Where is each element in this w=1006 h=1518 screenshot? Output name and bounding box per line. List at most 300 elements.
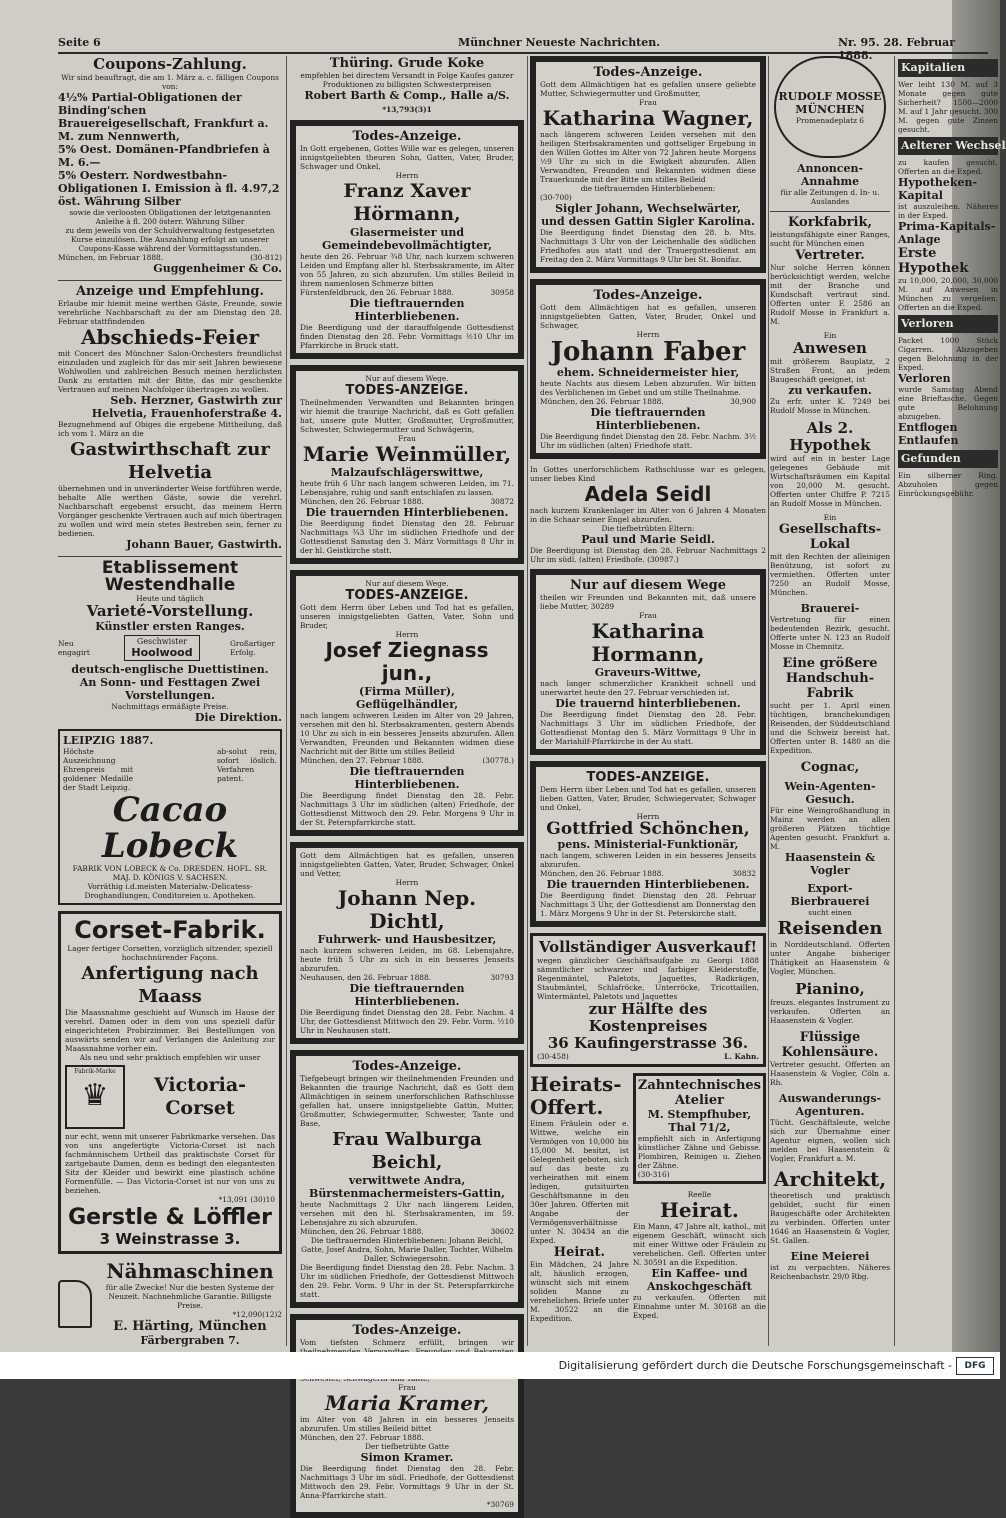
ad-title: Ein Kaffee- und Anskochgeschäft xyxy=(646,1267,752,1293)
notice-title: Todes-Anzeige. xyxy=(593,288,703,303)
ad-reisenden xyxy=(770,882,890,976)
ad-text: deutsch-englische Duettistinen. xyxy=(71,663,269,676)
page-header xyxy=(58,36,988,62)
column-rule xyxy=(894,56,895,1346)
ad-headline: zu verkaufen. xyxy=(788,384,872,397)
brand-name: Victoria-Corset xyxy=(153,1074,247,1119)
notice-title: Todes-Anzeige. xyxy=(593,65,703,80)
notice-text: Dem Herrn über Leben und Tod hat es gefallen, unseren lieben Gatten, Vater, Bruder, Schwiegervater, Schwager und Onkel, xyxy=(540,785,756,812)
notice-ref: 30289 xyxy=(590,602,615,611)
notice-salutation: Frau xyxy=(398,434,416,443)
ad-text: Höchste Auszeichnung Ehrenpreis mit goldener Medaille der Stadt Leipzig. xyxy=(63,747,133,792)
ad-meierei xyxy=(770,1250,890,1281)
ad-title: Varieté-Vorstellung. xyxy=(86,602,254,620)
ad-text: Wer leiht 130 M. auf 3 Monate gegen gute Sicherheit? 1500—2000 M. auf 1 Jahr gesucht. 300 M. gegen gute Zinsen gesucht. xyxy=(898,80,998,134)
ad-text: zu dem jeweils von der Schuldverwaltung festgesetzten Kurse einzulösen. Die Auszahlung erfolgt an unserer Coupons-Kasse während der Vormittagsstunden. xyxy=(65,226,275,253)
notice-text: nach langem schweren Leiden im Alter von 29 Jahren, versehen mit den hl. Sterbsakramenten, gestern Abends 10 Uhr zu sich in ein besseres Jenseits abzurufen. Allen Verwandten, Freunden und Bekannten widmen diese Nachricht mit der Bitte um stilles Beileid xyxy=(300,711,514,756)
ad-firm: L. Kahn. xyxy=(724,1052,759,1061)
death-notice-weinmueller xyxy=(290,365,524,564)
ad-headline: Gastwirthschaft zur Helvetia xyxy=(70,439,270,483)
notice-ref: 30793 xyxy=(490,973,514,982)
deceased-firm: (Firma Müller), xyxy=(359,685,455,698)
death-notice-schoenchen xyxy=(530,761,766,927)
mark-label: Fabrik-Marke xyxy=(74,1068,116,1075)
ad-headline: Architekt, xyxy=(773,1167,887,1191)
deceased-occupation: verwittwete Andra, xyxy=(348,1174,466,1187)
ad-abschied xyxy=(58,284,282,551)
sewing-machine-icon xyxy=(58,1280,92,1328)
ad-kohlensaeure xyxy=(770,1030,890,1087)
ad-heirats-offert xyxy=(530,1073,629,1323)
ad-text: Tücht. Geschäftsleute, welche sich zur Übernahme einer Agentur eignen, wollen sich melden bei Haasenstein & Vogler, Frankfurt a. M. xyxy=(770,1118,890,1163)
ad-headline: Abschieds-Feier xyxy=(80,325,260,349)
notice-burial: Die Beerdigung findet Dienstag den 28. Febr. Nachm. 3½ Uhr im südlichen (alten) Friedhofe statt. xyxy=(540,432,756,450)
ad-anwesen xyxy=(770,331,890,415)
notice-salutation: Herrn xyxy=(395,878,419,887)
notice-text: nach kurzem Krankenlager im Alter von 6 Jahren 4 Monaten in die Schaar seiner Engel abzurufen. xyxy=(530,506,766,524)
notice-text: nach langem, schweren Leiden in ein besseres Jenseits abzurufen. xyxy=(540,851,756,869)
ad-brauerei xyxy=(770,602,890,651)
ad-row-heirat xyxy=(530,1073,766,1323)
footer-credit: Digitalisierung gefördert durch die Deutsche Forschungsgemeinschaft - xyxy=(558,1359,952,1372)
ad-text: Vorräthig i.d.meisten Materialw.-Delicatess-Droghandlungen, Conditoreien u. Apotheken. xyxy=(84,882,256,900)
ad-text: Packet 1000 Stück Cigarren. Abzugeben gegen Belohnung in der Exped. xyxy=(898,336,998,372)
notice-text: im Alter von 48 Jahren in ein besseres Jenseits abzurufen. Um stilles Beileid bittet xyxy=(300,1415,514,1433)
ad-signature: Johann Bauer, Gastwirth. xyxy=(126,538,282,551)
column-rule xyxy=(527,56,528,1346)
notice-signature: und dessen Gattin Sigler Karolina. xyxy=(541,215,755,228)
column-3 xyxy=(530,56,766,1346)
ad-headline: Heirat. xyxy=(659,1198,739,1222)
ad-firm: Gerstle & Löffler xyxy=(68,1205,272,1230)
ad-text: für alle Zeitungen d. In- u. Auslandes xyxy=(780,188,880,206)
notice-mourners: Die tieftrauernden Hinterbliebenen. xyxy=(349,297,465,323)
death-notice-ziegnass xyxy=(290,570,524,836)
ad-rudolf-mosse xyxy=(770,56,890,206)
deceased-name: Franz Xaver Hörmann, xyxy=(343,180,471,225)
notice-text: Gott dem Allmächtigen hat es gefallen, unseren innigstgeliebten Gatten, Vater, Bruder, Schwager, Onkel und Vetter, xyxy=(300,851,514,878)
ad-text: Ein Mädchen, 24 Jahre alt, häuslich erzogen, wünscht sich mit einem soliden Manne zu verehelichen. Briefe unter M. 30522 an die Expedition. xyxy=(530,1260,629,1323)
ad-headline: Entlaufen xyxy=(898,434,959,447)
ad-text: Erlaube mir hiemit meine werthen Gäste, Freunde, sowie verehrliche Nachbarschaft zu der am Dienstag den 28. Februar stattfindenden xyxy=(58,299,282,326)
newspaper-title: Münchner Neueste Nachrichten. xyxy=(458,36,661,49)
ad-coupons xyxy=(58,56,282,275)
ad-headline: Cognac, xyxy=(800,760,860,775)
ad-headline: Corset-Fabrik. xyxy=(74,916,266,944)
ad-text: Vertretung für einen bedeutenden Bezirk, gesucht. Offerte unter N. 123 an Rudolf Mosse in Chemnitz. xyxy=(770,615,890,651)
ad-text: Wir sind beauftragt, die am 1. März a. c. fälligen Coupons von: xyxy=(61,73,279,91)
ad-headline: Gesellschafts-Lokal xyxy=(778,522,882,552)
deceased-name: Frau Walburga Beichl, xyxy=(332,1129,482,1173)
section-header-wechsel: Aelterer Wechsel xyxy=(898,137,998,155)
ad-text: An Sonn- und Festtagen Zwei Vorstellungen. xyxy=(79,676,261,702)
notice-place-date: München, den 27. Februar 1888. xyxy=(300,1433,424,1442)
ad-address: Thal 71/2, xyxy=(668,1121,731,1134)
ad-pianino xyxy=(770,981,890,1025)
notice-text: Gott dem Allmächtigen hat es gefallen, unseren innigstgeliebten Gatten, Vater, Bruder, Onkel und Schwager, xyxy=(540,303,756,330)
notice-mourners: Die trauernden Hinterbliebenen. xyxy=(546,878,750,891)
ad-text: Ein Mann, 47 Jahre alt, kathol., mit eigenem Geschäft, wünscht sich mit einer Wittwe oder Fräulein zu verehelichen. Gefl. Offerten unter N. 30591 an die Expedition. xyxy=(632,1222,766,1267)
column-2 xyxy=(290,56,524,1509)
notice-title: TODES-ANZEIGE. xyxy=(345,588,469,603)
ad-text: Großartiger Erfolg. xyxy=(230,639,275,657)
notice-text: Tiefgebeugt bringen wir theilnehmenden Freunden und Bekannten die traurige Nachricht, daß es Gott dem Allmächtigen in seinem unerforschlichen Rathschlusse gefallen hat, unsere innigstgeliebte Gattin, Mutter, Großmutter, Schwiegermutter, Schwester, Tante und Base, xyxy=(300,1074,514,1128)
notice-mourners: die tieftrauernden Hinterbliebenen: xyxy=(580,184,716,193)
divider xyxy=(58,280,282,281)
act-label: Geschwister xyxy=(136,637,188,646)
deceased-occupation: Fuhrwerk- und Hausbesitzer, xyxy=(317,933,497,946)
notice-ref: 30602 xyxy=(490,1227,514,1236)
ad-zahn xyxy=(633,1073,766,1323)
ad-text: leistungsfähigste einer Ranges, sucht für München einen xyxy=(770,230,890,248)
notice-mourners: Der tiefbetrübte Gatte xyxy=(364,1442,450,1451)
ad-text: Für eine Weingroßhandlung in Mainz werden an allen größeren Plätzen tüchtige Agenten gesucht. Frankfurt a. M. xyxy=(770,806,890,851)
ad-firm: Robert Barth & Comp., Halle a/S. xyxy=(304,89,510,102)
ad-headline: Annoncen-Annahme xyxy=(796,162,864,188)
ad-text: ab-solut rein, sofort löslich. Verfahren patent. xyxy=(217,747,277,783)
ad-text: Nur solche Herren können berücksichtigt werden, welche mit der Branche und Kundschaft vertraut sind. Offerten unter F. 2586 an Rudolf Mosse in Frankfurt a. M. xyxy=(770,263,890,326)
ad-text: mit den Rechten der alleinigen Benützung, ist sofort zu vermiethen. Offerten unter 7250 an Rudolf Mosse, München. xyxy=(770,552,890,597)
ad-headline: Vollständiger Ausverkauf! xyxy=(538,938,758,956)
ad-text: Heute und täglich xyxy=(136,594,204,603)
ad-headline: Flüssige Kohlensäure. xyxy=(781,1030,879,1060)
notice-mourners: Die tieftrauernden Hinterbliebenen. xyxy=(349,765,465,791)
notice-place-date: München, den 26. Februar 1888. xyxy=(300,1227,424,1236)
issue-date: Nr. 95. 28. Februar 1888. xyxy=(838,36,956,62)
ad-date: München, im Februar 1888. xyxy=(58,253,164,262)
deceased-name: Maria Kramer, xyxy=(325,1391,489,1415)
notice-burial: Die Beerdigung ist Dienstag den 28. Februar Nachmittags 2 Uhr im südl. (alten) Friedhofe. xyxy=(530,546,766,564)
ad-headline: Eine Meierei xyxy=(790,1250,870,1263)
page-number: Seite 6 xyxy=(58,36,101,49)
notice-pretitle: Nur auf diesem Wege. xyxy=(365,579,449,588)
ad-line: 5% Oesterr. Nordwestbahn-Obligationen I. Emission à fl. 4.97,2 öst. Währung Silber xyxy=(58,169,280,208)
ad-text: übernehmen und in unveränderter Weise fortführen werde, behalte Alle werthen Gäste, sowie die verehrl. Nachbarschaft ergebenst ersucht, das meinem Herrn Vorgänger geschenkte Vertrauen auch auf mich übertragen zu wollen und wird mein stetes Bestreben sein, ferner zu bedienen. xyxy=(58,484,282,538)
ad-text: in Norddeutschland. Offerten unter Angabe bisheriger Thätigkeit an Haasenstein & Vogler, München. xyxy=(770,940,890,976)
ad-zahntechnik xyxy=(633,1073,766,1184)
deceased-name: Johann Nep. Dichtl, xyxy=(337,886,477,933)
deceased-occupation: ehem. Schneidermeister hier, xyxy=(556,366,740,379)
notice-ref: (30778.) xyxy=(482,756,514,765)
deceased-occupation: pens. Ministerial-Funktionär, xyxy=(557,838,739,851)
ad-line: 5% Oest. Domänen-Pfandbriefen à M. 6.— xyxy=(58,143,270,169)
ad-headline: Vertreter. xyxy=(795,248,865,263)
death-notice-hoermann xyxy=(290,120,524,359)
notice-title: Nur auf diesem Wege xyxy=(569,578,727,593)
ad-cacao-lobeck xyxy=(58,729,282,905)
ad-headline: zur Hälfte des Kostenpreises xyxy=(588,1000,708,1035)
ad-korkfabrik xyxy=(770,215,890,326)
ad-headline: Etablissement Westendhalle xyxy=(101,558,239,595)
divider xyxy=(770,211,890,212)
ad-text: Vertreter gesucht. Offerten an Haasenstein & Vogler, Cöln a. Rh. xyxy=(770,1060,890,1087)
notice-signature: Simon Kramer. xyxy=(360,1451,454,1464)
notice-text: nach längerem schweren Leiden versehen mit den heiligen Sterbsakramenten und gottseliger Ergebung in den Willen Gottes im Alter von 72 Jahren heute Morgens ½9 Uhr zu sich in die Ewigkeit abzurufen. Allen Verwandten, Freunden und Bekannten widmen diese Trauerkunde mit der Bitte um stilles Beileid xyxy=(540,130,756,184)
ad-headline: Als 2. Hypothek xyxy=(789,419,871,454)
notice-salutation: Frau xyxy=(639,98,657,107)
ad-headline: Korkfabrik, xyxy=(788,215,872,230)
notice-salutation: Herrn xyxy=(395,171,419,180)
firm-city: MÜNCHEN xyxy=(795,102,865,116)
ad-text: FABRIK VON LOBECK & Co. DRESDEN. HOFL. SR. MAJ. D. KÖNIGS V. SACHSEN. xyxy=(72,864,268,882)
ad-address: 36 Kaufingerstrasse 36. xyxy=(547,1034,749,1052)
notice-place-date: München, den 26. Februar 1888. xyxy=(300,497,424,506)
notice-salutation: Herrn xyxy=(636,812,660,821)
notice-burial: Die Beerdigung und der darauffolgende Gottesdienst finden Dienstag den 28. Febr. Vormittags ½10 Uhr im Pfarrkirche in Bruck statt. xyxy=(300,323,514,350)
ad-headline: Erste Hypothek xyxy=(898,246,969,276)
death-notice-seidl xyxy=(530,465,766,564)
deceased-occupation: Geflügelhändler, xyxy=(355,698,459,711)
notice-salutation: Frau xyxy=(398,1383,416,1392)
notice-text: heute Nachts aus diesem Leben abzurufen. Wir bitten des Verblichenen im Gebet und um stille Theilnahme. xyxy=(540,379,756,397)
notice-ref: *30769 xyxy=(486,1500,514,1509)
ad-text: Künstler ersten Ranges. xyxy=(95,620,245,633)
deceased-name: Johann Faber xyxy=(550,337,746,367)
ad-headline: Heirat. xyxy=(553,1245,606,1260)
ad-text: Ein xyxy=(823,331,837,340)
notice-salutation: Herrn xyxy=(636,330,660,339)
notice-pretitle: Nur auf diesem Wege. xyxy=(365,374,449,383)
ad-title: LEIPZIG 1887. xyxy=(63,734,154,747)
notice-mourners: Die trauernden Hinterbliebenen. xyxy=(305,506,509,519)
ad-text: Lager fertiger Corsetten, vorzüglich sitzender, speziell hochschnürender Façons. xyxy=(67,944,273,962)
ad-text: mit Concert des Münchner Salon-Orchesters freundlichst einzuladen und zugleich für das mir seit Jahren bewiesene Wohlwollen und zahlreichen Besuch meinen herzlichsten Dank zu erstatten mit der Bitte, das mir geschenkte Vertrauen auf meinen Nachfolger übertragen zu wollen. xyxy=(58,349,282,394)
ad-text: wegen gänzlicher Geschäftsaufgabe zu Georgi 1888 sämmtlicher schwarzer und farbiger Kleiderstoffe, Regenmäntel, Paletots, Jaquettes, Radkrägen, Staubmäntel, Schlafröcke, Unterröcke, Tricottaillen, Wintermäntel, Paletots und Jaquettes xyxy=(537,956,759,1001)
ad-wein-agenten xyxy=(770,780,890,877)
notice-signature: Paul und Marie Seidl. xyxy=(581,533,715,546)
death-notice-faber xyxy=(530,279,766,459)
notice-mourners: Die tiefbetrübten Eltern: xyxy=(601,524,695,533)
section-header-gefunden: Gefunden xyxy=(898,450,998,468)
notice-salutation: Herrn xyxy=(395,630,419,639)
ad-headline: Auswanderungs-Agenturen. xyxy=(778,1092,882,1118)
notice-burial: Die Beerdigung findet Dienstag den 28. Februar Nachmittags 3 Uhr, der Gottesdienst am Donnerstag den 1. März Morgens 9 Uhr in der St. Peterskirche statt. xyxy=(540,891,756,918)
deceased-occupation: Malzaufschlägerswittwe, xyxy=(330,466,484,479)
ad-koke xyxy=(290,56,524,115)
notice-burial: Die Beerdigung findet Dienstag den 28. b. Mts. Nachmittags 3 Uhr von der Leichenhalle des südlichen Friedhofes aus statt und der Trauergottesdienst am Freitag den 2. März Vormittags 9 Uhr bei St. Bonifaz. xyxy=(540,228,756,264)
deceased-occupation: Bürstenmachermeisters-Gattin, xyxy=(309,1187,505,1200)
notice-burial: Die Beerdigung findet Dienstag den 28. Febr. Nachmittags 3 Uhr im südlichen Friedhofe, der Gottesdienst Montag den 5. März Vormittags 9 Uhr in der Mariahilf-Pfarrkirche in der Au statt. xyxy=(540,710,756,746)
notice-ref: 30958 xyxy=(490,288,514,297)
ad-ref: *12,090(12)2 xyxy=(232,1310,282,1319)
ad-signature: Guggenheimer & Co. xyxy=(153,262,282,275)
ad-gesellschafts-lokal xyxy=(770,513,890,597)
ad-cognac xyxy=(770,760,890,775)
dfg-logo: DFG xyxy=(956,1357,994,1375)
deceased-name: Katharina Wagner, xyxy=(542,106,754,130)
ad-headline: Verloren xyxy=(898,372,951,385)
ad-hypothek xyxy=(770,420,890,508)
death-notice-wagner xyxy=(530,56,766,273)
notice-title: TODES-ANZEIGE. xyxy=(345,383,469,398)
notice-ref: 30872 xyxy=(490,497,514,506)
ad-firm: E. Härting, München xyxy=(113,1319,267,1334)
notice-text: heute Nachmittags 2 Uhr nach längerem Leiden, versehen mit den hl. Sterbsakramenten, im 59. Lebensjahre zu sich abzurufen. xyxy=(300,1200,514,1227)
death-notice-kramer xyxy=(290,1314,524,1518)
ad-text: Einem Fräulein oder e. Wittwe, welche ein Vermögen von 10,000 bis 15,000 M. besitzt, ist Gelegenheit geboten, sich auf das beste zu verheirathen mit einem ledigen, gutsituirten Geschäftsmanne in den 30er Jahren. Offerten mit Angabe der Vermögensverhältnisse unter N. 30434 an die Exped. xyxy=(530,1119,629,1245)
ad-headline: Zahntechnisches Atelier xyxy=(637,1078,761,1108)
ad-text: Neu engagirt xyxy=(58,639,90,657)
ad-text: zu 10,000, 20,000, 30,000 M. auf Anwesen in München zu vergeben. Offerten an die Exped. xyxy=(898,276,998,312)
ad-text: empfehlen bei directem Versandt in Folge Kaufes ganzer Produktionen zu billigsten Schwesterpreisen xyxy=(300,71,514,89)
column-4 xyxy=(770,56,890,1346)
notice-burial: Die Beerdigung findet Dienstag den 28. Febr. Nachmittags 3 Uhr im südlichen (alten) Friedhofe, der Gottesdienst Mittwoch den 29. Febr. Morgens 9 Uhr in der St. Peterspfarrkirche statt. xyxy=(300,791,514,827)
ad-auswanderung xyxy=(770,1092,890,1163)
ad-text: Ein xyxy=(823,513,837,522)
notice-mourners: Die tieftrauernden Hinterbliebenen. xyxy=(590,406,706,432)
notice-text: nach langer schmerzlicher Krankheit schnell und unerwartet heute den 27. Februar verschieden ist. xyxy=(540,679,756,697)
notice-text: Theilnehmenden Verwandten und Bekannten bringen wir hiemit die traurige Nachricht, daß es Gott gefallen hat, unsere gute Mutter, Großmutter, Urgroßmutter, Schwester, Schwiegermutter und Schwägerin, xyxy=(300,398,514,434)
notice-text: Gott dem Herrn über Leben und Tod hat es gefallen, unseren innigstgeliebten Gatten, Vater, Sohn und Bruder, xyxy=(300,603,514,630)
section-header-kapitalien: Kapitalien xyxy=(898,59,998,77)
column-1 xyxy=(58,56,282,1346)
notice-burial: Die Beerdigung findet Dienstag den 28. Febr. Nachm. 4 Uhr, der Gottesdienst Mittwoch den 29. Febr. Vorm. ½10 Uhr in Neuhausen statt. xyxy=(300,1008,514,1035)
ad-text: Reelle xyxy=(687,1190,712,1199)
ad-text: Ein silberner Ring. Abzuholen gegen Einrückungsgebühr. xyxy=(898,471,998,498)
act-box xyxy=(124,635,199,661)
ad-ref: Zu erfr. unter K. 7249 bei Rudolf Mosse in München. xyxy=(770,397,890,415)
ad-headline: Anfertigung nach Maass xyxy=(81,963,259,1007)
ad-text: wird auf ein in bester Lage gelegenes Gebäude mit Wirtschaftsräumen ein Kapital von 20,000 M. gesucht. Offerten unter Chiffre P. 7215 an Rudolf Mosse in München. xyxy=(770,454,890,508)
ad-ref: (30-316) xyxy=(637,1170,670,1179)
notice-place-date: Neuhausen, den 26. Februar 1888. xyxy=(300,973,432,982)
firm-name: RUDOLF MOSSE xyxy=(778,89,882,103)
ad-line: 4½% Partial-Obligationen der Binding'schen Brauereigesellschaft, Frankfurt a. M. zum Nennwerth, xyxy=(58,91,269,143)
notice-burial: Die Beerdigung findet Dienstag den 28. Februar Nachmittags ¾3 Uhr im südlichen Friedhofe und der Gottesdienst Samstag den 3. März Vormittags 8 Uhr in der hl. Geistkirche statt. xyxy=(300,519,514,555)
ad-text: mit größerem Bauplatz, 2 Straßen Front, an jedem Baugeschäft geeignet, ist xyxy=(770,357,890,384)
notice-text: Gott dem Allmächtigen hat es gefallen unsere geliebte Mutter, Schwiegermutter und Großmutter, xyxy=(540,80,756,98)
ad-ref: (30-458) xyxy=(537,1052,569,1061)
ad-headline: Pianino, xyxy=(795,980,865,998)
notice-text: In Gottes unerforschlichem Rathschlusse war es gelegen, unser liebes Kind xyxy=(530,465,766,483)
column-rule xyxy=(768,56,769,1346)
ad-westendhalle xyxy=(58,560,282,724)
ad-text: wurde Samstag Abend eine Brieftasche. Gegen gute Belohnung abzugeben. xyxy=(898,385,998,421)
notice-place-date: München, den 26. Februar 1888. xyxy=(540,869,664,878)
ad-title: Export-Bierbrauerei xyxy=(790,882,870,908)
ad-line: sowie die verloosten Obligationen der letztgenannten Anleihe à fl. 200 österr. Währung Silber xyxy=(69,208,271,226)
column-5 xyxy=(898,56,1006,1346)
ad-corset xyxy=(58,911,282,1254)
notice-text: heute früh 6 Uhr nach langem schweren Leiden, im 71. Lebensjahre, ruhig und sanft entschlafen zu lassen. xyxy=(300,479,514,497)
notice-signature: Sigler Johann, Wechselwärter, xyxy=(555,202,741,215)
deceased-name: Marie Weinmüller, xyxy=(302,442,512,466)
notice-salutation: Frau xyxy=(639,611,657,620)
ad-address: Färbergraben 7. xyxy=(140,1334,240,1347)
notice-text: nach kurzem schweren Leiden, im 68. Lebensjahre, heute früh 5 Uhr zu sich in ein besseres Jenseits abzurufen. xyxy=(300,946,514,973)
notice-text: heute den 26. Februar ¾8 Uhr, nach kurzem schweren Leiden und Empfang aller hl. Sterbsakramente, im Alter von 55 Jahren, zu sich abzurufen. Um stilles Beileid in ihrem namenlosen Schmerze bitten xyxy=(300,252,514,288)
notice-ref: 30832 xyxy=(732,869,756,878)
mosse-seal xyxy=(774,56,886,158)
notice-title: Todes-Anzeige. xyxy=(352,129,462,144)
notice-mourners: Die tieftrauernden Hinterbliebenen: Johann Beichl, Gatte, Josef Andra, Sohn, Marie Daller, Tochter, Wilhelm Daller, Schwiegersohn. xyxy=(301,1236,513,1263)
notice-text: theilen wir Freunden und Bekannten mit, daß unsere liebe Mutter, xyxy=(540,593,756,611)
ad-title: Anzeige und Empfehlung. xyxy=(75,284,265,299)
ad-ref: *13,091 (30)10 xyxy=(218,1195,275,1204)
notice-place-date: Fürstenfeldbruck, den 26. Februar 1888. xyxy=(300,288,454,297)
notice-ref: (30987.) xyxy=(647,555,679,564)
ad-headline: Hypotheken-Kapital xyxy=(898,176,978,202)
notice-burial: Die Beerdigung findet Dienstag den 28. Febr. Nachm. 3 Uhr im südlichen Friedhofe, der Gottesdienst Mittwoch den 29. Febr. Vorm. 9 Uhr in der St. Peterspfarrkirche statt. xyxy=(300,1263,514,1299)
ad-headline: Reisenden xyxy=(777,918,883,939)
ad-text: Als neu und sehr praktisch empfehlen wir unser xyxy=(79,1053,261,1062)
deceased-occupation: Glasermeister und Gemeindebevollmächtigter, xyxy=(322,226,492,252)
ad-headline: Wein-Agenten-Gesuch. xyxy=(784,780,876,806)
notice-title: TODES-ANZEIGE. xyxy=(586,770,710,785)
ad-text: sucht einen xyxy=(808,908,852,917)
notice-ref: 30,900 xyxy=(730,397,756,406)
ad-text: ist auszuleihen. Näheres in der Exped. xyxy=(898,202,998,220)
ad-address: 3 Weinstrasse 3. xyxy=(99,1230,241,1248)
ad-firm: M. Stempfhuber, xyxy=(647,1108,752,1121)
ad-text: für alle Zwecke! Nur die besten Systeme der Neuzeit. Nachnehmliche Garantie. Billigste Preise. xyxy=(105,1283,275,1310)
ad-signature: Die Direktion. xyxy=(194,711,282,724)
death-notice-dichtl xyxy=(290,842,524,1044)
ad-headline: Anwesen xyxy=(793,339,867,357)
notice-text: Vom tiefsten Schmerz erfüllt, bringen wir xyxy=(300,1338,514,1347)
brand-logo: Cacao Lobeck xyxy=(101,790,239,866)
notice-title: Todes-Anzeige. xyxy=(352,1059,462,1074)
deceased-name: Gottfried Schönchen, xyxy=(546,819,750,839)
notice-ref: (30-700) xyxy=(540,193,572,202)
ad-firm: Haasenstein & Vogler xyxy=(784,851,876,877)
ad-text: freuzs. elegantes Instrument zu verkaufen. Offerten an Haasenstein & Vogler. xyxy=(770,998,890,1025)
firm-address: Promenadeplatz 6 xyxy=(795,115,865,125)
ad-title: Coupons-Zahlung. xyxy=(93,55,247,73)
act-name: Hoolwood xyxy=(131,646,193,659)
notice-place-date: München, den 27. Februar 1888. xyxy=(300,756,424,765)
divider xyxy=(58,556,282,557)
notice-burial: Die Beerdigung findet Dienstag den 28. Febr. Nachmittags 3 Uhr im südl. Friedhofe, der Gottesdienst Mittwoch den 29. Febr. Vormittags 9 Uhr in der St. Anna-Pfarrkirche statt. xyxy=(300,1464,514,1500)
ad-text: theoretisch und praktisch gebildet, sucht für einen Baugeschäfte oder Architekten zu verbinden. Offerten unter 1646 an Haasenstein & Vogler, St. Gallen. xyxy=(770,1191,890,1245)
ad-headline: Eine größere Handschuh-Fabrik xyxy=(782,656,878,701)
notice-mourners: Die trauernd hinterbliebenen. xyxy=(555,697,741,710)
ad-text: zu verkaufen. Offerten mit Einnahme unter M. 30168 an die Exped. xyxy=(632,1293,766,1320)
ad-text: sucht per 1. April einen tüchtigen, branchekundigen Reisenden, der Süddeutschland und die Schweiz bereist hat. Offerten unter B. 1480 an die Expedition. xyxy=(770,701,890,755)
ad-headline: Prima-Kapitals-Anlage xyxy=(898,220,996,246)
ad-ausverkauf xyxy=(530,933,766,1067)
ad-headline: Brauerei- xyxy=(800,602,860,615)
section-header-verloren: Verloren xyxy=(898,315,998,333)
deceased-name: Adela Seidl xyxy=(584,482,712,506)
ad-architekt xyxy=(770,1168,890,1245)
ad-text: zu kaufen gesucht. Offerten an die Exped. xyxy=(898,158,998,176)
ad-naehmaschinen xyxy=(58,1260,282,1347)
ad-text: Die Maassnahme geschieht auf Wunsch im Hause der verehrl. Damen oder in dem von uns speziell dafür eingerichteten Probirzimmer. Bei Bestellungen von auswärts senden wir auf Verlangen die Anleitung zur Maassnahme vorher ein. xyxy=(65,1008,275,1053)
notice-title: Todes-Anzeige. xyxy=(352,1323,462,1338)
death-notice-hormann xyxy=(530,569,766,755)
ad-handschuh xyxy=(770,656,890,755)
deceased-name: Josef Ziegnass jun., xyxy=(325,638,489,685)
notice-place-date: München, den 26. Februar 1888. xyxy=(540,397,664,406)
ad-text: empfiehlt sich in Anfertigung künstlicher Zähne und Gebisse. Plombiren, Reinigen u. Ziehen der Zähne. xyxy=(637,1134,761,1170)
ad-ref: *13,793(3)1 xyxy=(382,105,432,114)
ad-ref: (30-812) xyxy=(250,253,282,262)
ad-text: ist zu verpachten. Näheres Reichenbachstr. 29/0 Rbg. xyxy=(770,1263,890,1281)
fabrik-marke-icon: Fabrik-Marke ♛ xyxy=(65,1065,125,1129)
ad-text: Bezugnehmend auf Obiges die ergebene Mittheilung, daß ich vom 1. März an die xyxy=(58,420,282,438)
ad-text: Nachmittags ermäßigte Preise. xyxy=(111,702,229,711)
notice-text: In Gott ergebenen, Gottes Wille war es gelegen, unseren innigstgeliebten theuren Sohn, Gatten, Vater, Bruder, Schwager und Onkel, xyxy=(300,144,514,171)
footer-bar xyxy=(0,1352,1000,1379)
notice-mourners: Die tieftrauernden Hinterbliebenen. xyxy=(349,982,465,1008)
ad-headline: Entflogen xyxy=(898,421,958,434)
deceased-name: Katharina Hormann, xyxy=(591,619,705,666)
column-rule xyxy=(286,56,287,1346)
ad-text: nur echt, wenn mit unserer Fabrikmarke versehen. Das von uns angefertigte Victoria-Corset ist nach fachmännischem Urtheil das praktischste Corset für zartgebaute Damen, denn es bedingt den elegantesten Sitz der Kleider und bewirkt eine plastisch schöne Formenfülle. — Das Victoria-Corset ist nur von uns zu beziehen. xyxy=(65,1132,275,1195)
ad-signature: Seb. Herzner, Gastwirth zur Helvetia, Frauenhoferstraße 4. xyxy=(91,394,282,420)
deceased-occupation: Graveurs-Wittwe, xyxy=(594,666,702,679)
